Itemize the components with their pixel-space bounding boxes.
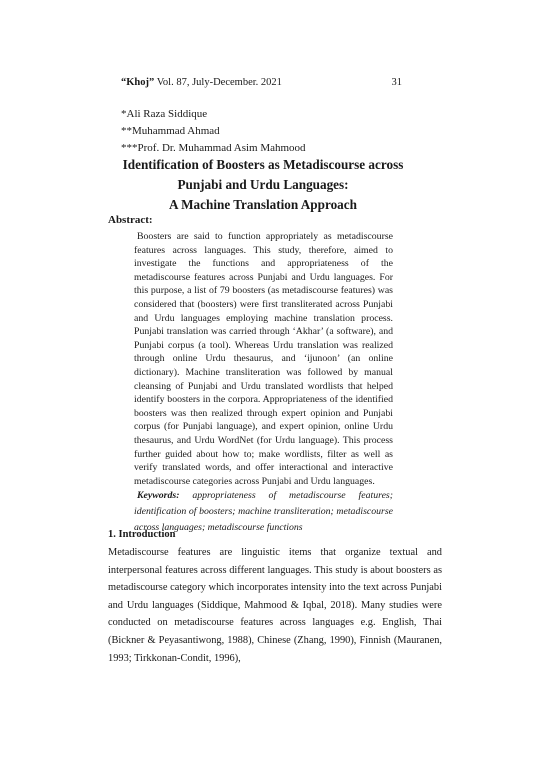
running-header: [121, 77, 402, 88]
title-line-2: Punjabi and Urdu Languages:: [177, 177, 349, 192]
paper-title: [108, 155, 418, 215]
abstract-block: [134, 230, 393, 536]
author-1: *Ali Raza Siddique: [121, 108, 208, 120]
title-line-1: Identification of Boosters as Metadiscourse across: [122, 157, 404, 172]
author-2: **Muhammad Ahmad: [121, 125, 220, 137]
introduction-block: [108, 544, 442, 667]
journal-issue: Vol. 87, July-December. 2021: [154, 77, 282, 88]
journal-name: “Khoj”: [121, 77, 155, 88]
abstract-heading: Abstract:: [108, 214, 153, 226]
abstract-body: Boosters are said to function appropriately as metadiscourse features across languages. This study, therefore, aimed to investigate the functions and appropriateness of the metadiscourse features across Punjabi and Urdu languages. For this purpose, a list of 79 boosters (as metadiscourse features) was considered that (boosters) were first transliterated across Punjabi and Urdu languages employing machine translation process. Punjabi translation was carried through ‘Akhar’ (a software), and Punjabi corpus (a tool). Whereas Urdu translation was realized through online Urdu thesaurus, and ‘ijunoon’ (an online dictionary). Machine transliteration was followed by manual cleansing of Punjabi and Urdu translated wordlists that helped identify boosters in the corpora. Appropriateness of the identified boosters was then realized through expert opinion and Punjabi corpus (for Punjabi language), and expert opinion, online Urdu thesaurus, and Urdu WordNet (for Urdu language). This process further guided about how to; make wordlists, filter as well as verify translated words, and offer interactional and interactive metadiscourse categories across Punjabi and Urdu languages.: [134, 231, 393, 487]
introduction-heading: 1. Introduction: [108, 529, 176, 540]
keywords-text: appropriateness of metadiscourse features; identification of boosters; machine transliteration; metadiscourse across languages; metadiscourse functions: [134, 490, 393, 534]
page-number: 31: [391, 77, 402, 88]
author-list: [121, 106, 306, 157]
journal-citation: [121, 77, 282, 88]
introduction-body: Metadiscourse features are linguistic items that organize textual and interpersonal features across different languages. This study is about boosters as metadiscourse category which incorporates intensity into the text across Punjabi and Urdu languages (Siddique, Mahmood & Iqbal, 2018). Many studies were conducted on metadiscourse features across languages e.g. English, Thai (Bickner & Peyasantiwong, 1988), Chinese (Zhang, 1990), Finnish (Mauranen, 1993; Tirkkonan-Condit, 1996),: [108, 547, 442, 664]
author-3: ***Prof. Dr. Muhammad Asim Mahmood: [121, 142, 306, 154]
title-line-3: A Machine Translation Approach: [169, 197, 357, 212]
keywords-label: Keywords:: [137, 490, 180, 502]
